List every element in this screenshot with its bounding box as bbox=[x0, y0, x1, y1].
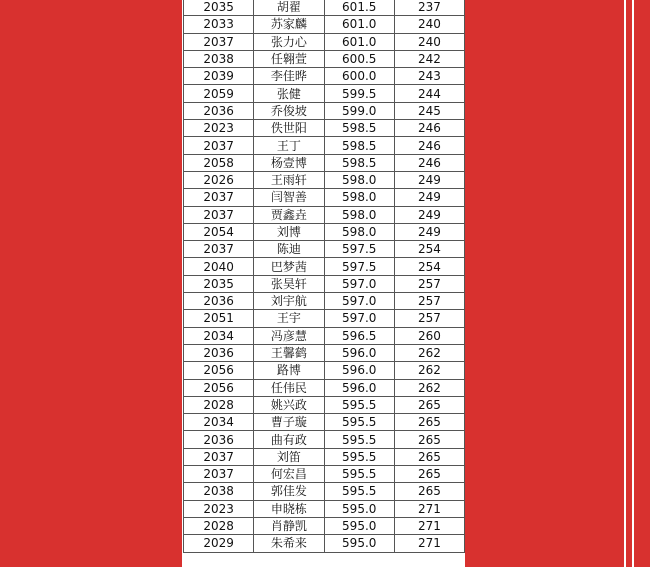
score-cell: 598.5 bbox=[324, 137, 394, 154]
name-cell: 杨壹博 bbox=[254, 154, 324, 171]
rank-cell: 254 bbox=[394, 241, 464, 258]
score-cell: 595.5 bbox=[324, 396, 394, 413]
frame-line-right-2 bbox=[632, 0, 634, 567]
rank-cell: 243 bbox=[394, 68, 464, 85]
table-row bbox=[184, 362, 465, 379]
name-cell: 张力心 bbox=[254, 33, 324, 50]
name-cell: 苏家麟 bbox=[254, 16, 324, 33]
name-cell: 何宏昌 bbox=[254, 466, 324, 483]
class-cell: 2038 bbox=[184, 483, 254, 500]
rank-cell: 265 bbox=[394, 448, 464, 465]
name-cell: 张健 bbox=[254, 85, 324, 102]
table-row bbox=[184, 517, 465, 534]
score-cell: 597.0 bbox=[324, 310, 394, 327]
class-cell: 2034 bbox=[184, 327, 254, 344]
class-cell: 2056 bbox=[184, 379, 254, 396]
rank-cell: 246 bbox=[394, 154, 464, 171]
score-cell: 597.0 bbox=[324, 293, 394, 310]
score-cell: 596.5 bbox=[324, 327, 394, 344]
name-cell: 任伟民 bbox=[254, 379, 324, 396]
name-cell: 乔俊坡 bbox=[254, 102, 324, 119]
table-row bbox=[184, 16, 465, 33]
rank-cell: 246 bbox=[394, 137, 464, 154]
score-table-sheet bbox=[183, 0, 465, 567]
class-cell: 2023 bbox=[184, 500, 254, 517]
class-cell: 2037 bbox=[184, 137, 254, 154]
rank-cell: 249 bbox=[394, 223, 464, 240]
rank-cell: 240 bbox=[394, 33, 464, 50]
score-cell: 595.0 bbox=[324, 500, 394, 517]
class-cell: 2037 bbox=[184, 33, 254, 50]
class-cell: 2036 bbox=[184, 344, 254, 361]
table-row bbox=[184, 344, 465, 361]
table-row bbox=[184, 466, 465, 483]
score-cell: 595.5 bbox=[324, 483, 394, 500]
rank-cell: 257 bbox=[394, 275, 464, 292]
name-cell: 王雨轩 bbox=[254, 171, 324, 188]
table-row bbox=[184, 448, 465, 465]
rank-cell: 265 bbox=[394, 431, 464, 448]
score-cell: 598.0 bbox=[324, 189, 394, 206]
score-cell: 598.0 bbox=[324, 171, 394, 188]
table-row bbox=[184, 102, 465, 119]
table-row bbox=[184, 483, 465, 500]
rank-cell: 262 bbox=[394, 379, 464, 396]
table-row bbox=[184, 535, 465, 552]
class-cell: 2036 bbox=[184, 431, 254, 448]
score-cell: 597.5 bbox=[324, 241, 394, 258]
score-cell: 599.0 bbox=[324, 102, 394, 119]
score-cell: 596.0 bbox=[324, 344, 394, 361]
name-cell: 曲有政 bbox=[254, 431, 324, 448]
rank-cell: 271 bbox=[394, 517, 464, 534]
table-row bbox=[184, 0, 465, 16]
score-cell: 595.0 bbox=[324, 535, 394, 552]
table-row bbox=[184, 223, 465, 240]
rank-cell: 271 bbox=[394, 535, 464, 552]
score-cell: 601.5 bbox=[324, 0, 394, 16]
frame-line-right-1 bbox=[624, 0, 626, 567]
score-cell: 600.5 bbox=[324, 50, 394, 67]
table-row bbox=[184, 414, 465, 431]
score-cell: 598.5 bbox=[324, 154, 394, 171]
rank-cell: 242 bbox=[394, 50, 464, 67]
table-row bbox=[184, 171, 465, 188]
class-cell: 2059 bbox=[184, 85, 254, 102]
score-cell: 601.0 bbox=[324, 16, 394, 33]
name-cell: 张昊轩 bbox=[254, 275, 324, 292]
class-cell: 2039 bbox=[184, 68, 254, 85]
class-cell: 2026 bbox=[184, 171, 254, 188]
class-cell: 2036 bbox=[184, 102, 254, 119]
table-row bbox=[184, 33, 465, 50]
class-cell: 2037 bbox=[184, 206, 254, 223]
table-row bbox=[184, 327, 465, 344]
score-table-body bbox=[184, 0, 465, 552]
table-row bbox=[184, 85, 465, 102]
name-cell: 佚世阳 bbox=[254, 120, 324, 137]
table-row bbox=[184, 500, 465, 517]
class-cell: 2034 bbox=[184, 414, 254, 431]
class-cell: 2037 bbox=[184, 448, 254, 465]
table-row bbox=[184, 379, 465, 396]
class-cell: 2023 bbox=[184, 120, 254, 137]
score-cell: 597.0 bbox=[324, 275, 394, 292]
name-cell: 路博 bbox=[254, 362, 324, 379]
name-cell: 刘笛 bbox=[254, 448, 324, 465]
rank-cell: 257 bbox=[394, 293, 464, 310]
class-cell: 2058 bbox=[184, 154, 254, 171]
table-row bbox=[184, 154, 465, 171]
rank-cell: 262 bbox=[394, 344, 464, 361]
class-cell: 2028 bbox=[184, 396, 254, 413]
table-row bbox=[184, 258, 465, 275]
rank-cell: 271 bbox=[394, 500, 464, 517]
name-cell: 郭佳发 bbox=[254, 483, 324, 500]
name-cell: 王宇 bbox=[254, 310, 324, 327]
table-row bbox=[184, 120, 465, 137]
class-cell: 2038 bbox=[184, 50, 254, 67]
class-cell: 2037 bbox=[184, 241, 254, 258]
table-row bbox=[184, 310, 465, 327]
rank-cell: 265 bbox=[394, 414, 464, 431]
rank-cell: 265 bbox=[394, 466, 464, 483]
rank-cell: 249 bbox=[394, 206, 464, 223]
class-cell: 2036 bbox=[184, 293, 254, 310]
class-cell: 2028 bbox=[184, 517, 254, 534]
rank-cell: 260 bbox=[394, 327, 464, 344]
class-cell: 2029 bbox=[184, 535, 254, 552]
name-cell: 陈迪 bbox=[254, 241, 324, 258]
table-row bbox=[184, 241, 465, 258]
table-row bbox=[184, 189, 465, 206]
score-cell: 595.5 bbox=[324, 414, 394, 431]
score-cell: 600.0 bbox=[324, 68, 394, 85]
name-cell: 冯彦慧 bbox=[254, 327, 324, 344]
name-cell: 闫智善 bbox=[254, 189, 324, 206]
class-cell: 2056 bbox=[184, 362, 254, 379]
class-cell: 2035 bbox=[184, 0, 254, 16]
name-cell: 肖静凯 bbox=[254, 517, 324, 534]
name-cell: 胡翟 bbox=[254, 0, 324, 16]
class-cell: 2054 bbox=[184, 223, 254, 240]
rank-cell: 244 bbox=[394, 85, 464, 102]
score-cell: 601.0 bbox=[324, 33, 394, 50]
score-cell: 598.0 bbox=[324, 223, 394, 240]
class-cell: 2037 bbox=[184, 466, 254, 483]
name-cell: 刘博 bbox=[254, 223, 324, 240]
class-cell: 2037 bbox=[184, 189, 254, 206]
class-cell: 2040 bbox=[184, 258, 254, 275]
rank-cell: 265 bbox=[394, 483, 464, 500]
table-row bbox=[184, 68, 465, 85]
name-cell: 贾鑫垚 bbox=[254, 206, 324, 223]
table-row bbox=[184, 396, 465, 413]
score-cell: 598.5 bbox=[324, 120, 394, 137]
rank-cell: 245 bbox=[394, 102, 464, 119]
score-cell: 595.5 bbox=[324, 431, 394, 448]
class-cell: 2033 bbox=[184, 16, 254, 33]
score-cell: 595.5 bbox=[324, 466, 394, 483]
name-cell: 王丁 bbox=[254, 137, 324, 154]
score-cell: 596.0 bbox=[324, 362, 394, 379]
name-cell: 王馨鹤 bbox=[254, 344, 324, 361]
score-table bbox=[183, 0, 465, 553]
rank-cell: 265 bbox=[394, 396, 464, 413]
table-row bbox=[184, 293, 465, 310]
name-cell: 申晓栋 bbox=[254, 500, 324, 517]
table-row bbox=[184, 50, 465, 67]
rank-cell: 237 bbox=[394, 0, 464, 16]
class-cell: 2035 bbox=[184, 275, 254, 292]
name-cell: 李佳晔 bbox=[254, 68, 324, 85]
table-row bbox=[184, 206, 465, 223]
rank-cell: 254 bbox=[394, 258, 464, 275]
rank-cell: 249 bbox=[394, 189, 464, 206]
name-cell: 刘宇航 bbox=[254, 293, 324, 310]
rank-cell: 262 bbox=[394, 362, 464, 379]
name-cell: 曹子璇 bbox=[254, 414, 324, 431]
score-cell: 596.0 bbox=[324, 379, 394, 396]
rank-cell: 257 bbox=[394, 310, 464, 327]
table-row bbox=[184, 137, 465, 154]
score-cell: 599.5 bbox=[324, 85, 394, 102]
name-cell: 任翱萱 bbox=[254, 50, 324, 67]
name-cell: 朱希来 bbox=[254, 535, 324, 552]
table-row bbox=[184, 275, 465, 292]
score-cell: 598.0 bbox=[324, 206, 394, 223]
class-cell: 2051 bbox=[184, 310, 254, 327]
score-cell: 595.5 bbox=[324, 448, 394, 465]
rank-cell: 240 bbox=[394, 16, 464, 33]
rank-cell: 249 bbox=[394, 171, 464, 188]
score-cell: 597.5 bbox=[324, 258, 394, 275]
score-cell: 595.0 bbox=[324, 517, 394, 534]
rank-cell: 246 bbox=[394, 120, 464, 137]
name-cell: 巴梦茜 bbox=[254, 258, 324, 275]
name-cell: 姚兴政 bbox=[254, 396, 324, 413]
table-row bbox=[184, 431, 465, 448]
